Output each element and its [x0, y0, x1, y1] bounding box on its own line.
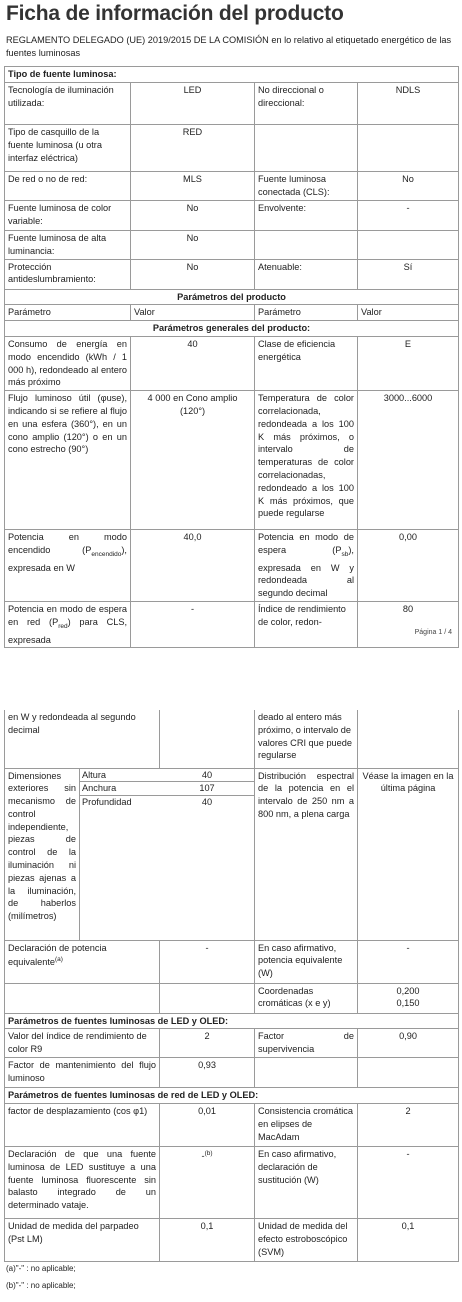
table-row: [5, 530, 459, 602]
value-cell: 80: [358, 602, 459, 648]
value-cell: MLS: [131, 172, 255, 201]
label-cell: Índice de rendimiento de color, redon-: [255, 602, 358, 648]
column-header-row: [5, 305, 459, 321]
label-cell: Atenuable:: [255, 259, 358, 289]
table-row: [5, 940, 459, 983]
label-cell: En caso afirmativo, potencia equivalente (W): [255, 940, 358, 983]
value-cell: [358, 1058, 459, 1088]
table-row: [5, 602, 459, 648]
page-2: [0, 702, 462, 1302]
section-led: Parámetros de fuentes luminosas de LED y OLED:: [5, 1013, 459, 1029]
label-cell: Factor de mantenimiento del flujo luminoso: [5, 1058, 160, 1088]
value-cell: 0,200 0,150: [358, 983, 459, 1013]
label-cell: Tecnología de iluminación utilizada:: [5, 83, 131, 125]
value-cell: E: [358, 336, 459, 390]
value-cell: 4 000 en Cono amplio (120°): [131, 391, 255, 530]
value-cell: -: [358, 201, 459, 231]
value-cell: No: [131, 201, 255, 231]
table-row: [5, 1029, 459, 1058]
dimension-value: 107: [160, 782, 254, 796]
value-cell: -$^{(b)}$: [160, 1147, 255, 1219]
label-cell: Flujo luminoso útil (φuse), indicando si se refiere al flujo en una esfera (360°), en un cono amplio (120°) o en un cono estrecho (90°): [5, 391, 131, 530]
label-cell: Fuente luminosa de color variable:: [5, 201, 131, 231]
value-cell: 0,90: [358, 1029, 459, 1058]
label-cell: Unidad de medida del parpadeo (Pst LM): [5, 1219, 160, 1262]
product-info-table: [4, 66, 459, 648]
value-cell: No: [358, 172, 459, 201]
table-row: [5, 231, 459, 260]
label-cell: Valor del índice de rendimiento de color R9: [5, 1029, 160, 1058]
column-header: Parámetro: [5, 305, 131, 321]
page-number: Página 1 / 4: [414, 629, 452, 636]
table-row: [5, 391, 459, 530]
label-cell: [255, 125, 358, 172]
section-mains: Parámetros de fuentes luminosas de red de LED y OLED:: [5, 1088, 459, 1104]
table-row: [5, 83, 459, 125]
label-cell: en W y redondeada al segundo decimal: [5, 710, 160, 768]
column-header: Valor: [358, 305, 459, 321]
dimensions-cell: [80, 768, 255, 940]
label-cell: De red o no de red:: [5, 172, 131, 201]
footnote-b: (b)"-" : no aplicable;: [6, 1281, 76, 1290]
label-cell: Coordenadas cromáticas (x e y): [255, 983, 358, 1013]
value-cell: RED: [131, 125, 255, 172]
table-row: [5, 172, 459, 201]
table-row: [5, 201, 459, 231]
dimension-value: 40: [160, 769, 254, 782]
label-cell: Envolvente:: [255, 201, 358, 231]
label-cell: No direccional o direccional:: [255, 83, 358, 125]
dimensions-label: Dimensiones exteriores sin mecanismo de control independiente, piezas de control de la iluminación ni piezas ajenas a la iluminación, de haberlos (milímetros): [5, 768, 80, 940]
table-row: [5, 259, 459, 289]
column-header: Valor: [131, 305, 255, 321]
value-cell: 0,1: [358, 1219, 459, 1262]
label-cell: Factor de supervivencia: [255, 1029, 358, 1058]
dimension-name: Profundidad: [82, 797, 132, 808]
label-cell: Potencia en modo encendido $(P_{encendido})$, expresada en W: [5, 530, 131, 602]
label-cell: Clase de eficiencia energética: [255, 336, 358, 390]
value-cell: 0,93: [160, 1058, 255, 1088]
column-header: Parámetro: [255, 305, 358, 321]
value-cell: 40,0: [131, 530, 255, 602]
value-cell: -: [160, 940, 255, 983]
table-row: [5, 710, 459, 768]
value-cell: [358, 125, 459, 172]
label-cell: Tipo de casquillo de la fuente luminosa (u otra interfaz eléctrica): [5, 125, 131, 172]
value-cell: Sí: [358, 259, 459, 289]
table-row: [5, 336, 459, 390]
label-cell: Fuente luminosa de alta luminancia:: [5, 231, 131, 260]
section-general: Parámetros generales del producto:: [5, 321, 459, 337]
label-cell: factor de desplazamiento (cos φ1): [5, 1104, 160, 1147]
section-light-source-type: Tipo de fuente luminosa:: [5, 67, 459, 83]
dimension-name: Anchura: [80, 782, 160, 796]
table-row: [5, 1058, 459, 1088]
value-cell: No: [131, 259, 255, 289]
label-cell: Declaración de potencia equivalente$^{(a)}$: [5, 940, 160, 983]
value-cell: NDLS: [358, 83, 459, 125]
value-cell: 40: [131, 336, 255, 390]
value-cell: 0,1: [160, 1219, 255, 1262]
product-info-table-continued: [4, 710, 459, 1262]
page-title: Ficha de información del producto: [6, 2, 344, 25]
table-row: [5, 1147, 459, 1219]
label-cell: deado al entero más próximo, o intervalo de valores CRI que puede regularse: [255, 710, 358, 768]
value-cell: [160, 983, 255, 1013]
dimension-value: 40: [201, 797, 213, 808]
value-cell: 3000...6000: [358, 391, 459, 530]
value-cell: No: [131, 231, 255, 260]
label-cell: Potencia en modo de espera $(P_{sb})$, expresada en W y redondeada al segundo decimal: [255, 530, 358, 602]
label-cell: [5, 983, 160, 1013]
label-cell: [255, 231, 358, 260]
label-cell: Protección antideslumbramiento:: [5, 259, 131, 289]
label-cell: Distribución espectral de la potencia en el intervalo de 250 nm a 800 nm, a plena carga: [255, 768, 358, 940]
label-cell: Consumo de energía en modo encendido (kWh / 1 000 h), redondeado al entero más próximo: [5, 336, 131, 390]
regulation-text: REGLAMENTO DELEGADO (UE) 2019/2015 DE LA COMISIÓN en lo relativo al etiquetado energético de las fuentes luminosas: [6, 35, 452, 58]
table-row: [5, 983, 459, 1013]
footnote-a: (a)"-" : no aplicable;: [6, 1264, 76, 1273]
value-cell: LED: [131, 83, 255, 125]
value-cell: [160, 710, 255, 768]
label-cell: Unidad de medida del efecto estroboscópico (SVM): [255, 1219, 358, 1262]
table-row: [5, 125, 459, 172]
label-cell: Potencia en modo de espera en red $(P_{red})$ para CLS, expresada: [5, 602, 131, 648]
value-cell: 2: [358, 1104, 459, 1147]
label-cell: En caso afirmativo, declaración de sustitución (W): [255, 1147, 358, 1219]
table-row: [5, 1104, 459, 1147]
value-cell: Véase la imagen en la última página: [358, 768, 459, 940]
value-cell: -: [131, 602, 255, 648]
label-cell: Fuente luminosa conectada (CLS):: [255, 172, 358, 201]
value-cell: [358, 710, 459, 768]
value-cell: 2: [160, 1029, 255, 1058]
label-cell: [255, 1058, 358, 1088]
value-cell: 0,01: [160, 1104, 255, 1147]
table-row: [5, 1219, 459, 1262]
value-cell: [358, 231, 459, 260]
dimension-name: Altura: [80, 769, 160, 782]
value-cell: -: [358, 1147, 459, 1219]
label-cell: Temperatura de color correlacionada, redondeada a los 100 K más próximos, o intervalo de temperaturas de color correlacionadas, redondeado a los 100 K más próximos, que puede regularse: [255, 391, 358, 530]
value-cell: 0,00: [358, 530, 459, 602]
label-cell: Declaración de que una fuente luminosa de LED sustituye a una fuente luminosa fluorescente sin balasto integrado de un determinado vataje.: [5, 1147, 160, 1219]
value-cell: -: [358, 940, 459, 983]
label-cell: Consistencia cromática en elipses de MacAdam: [255, 1104, 358, 1147]
section-product-params: Parámetros del producto: [5, 289, 459, 305]
table-row: [5, 768, 459, 940]
